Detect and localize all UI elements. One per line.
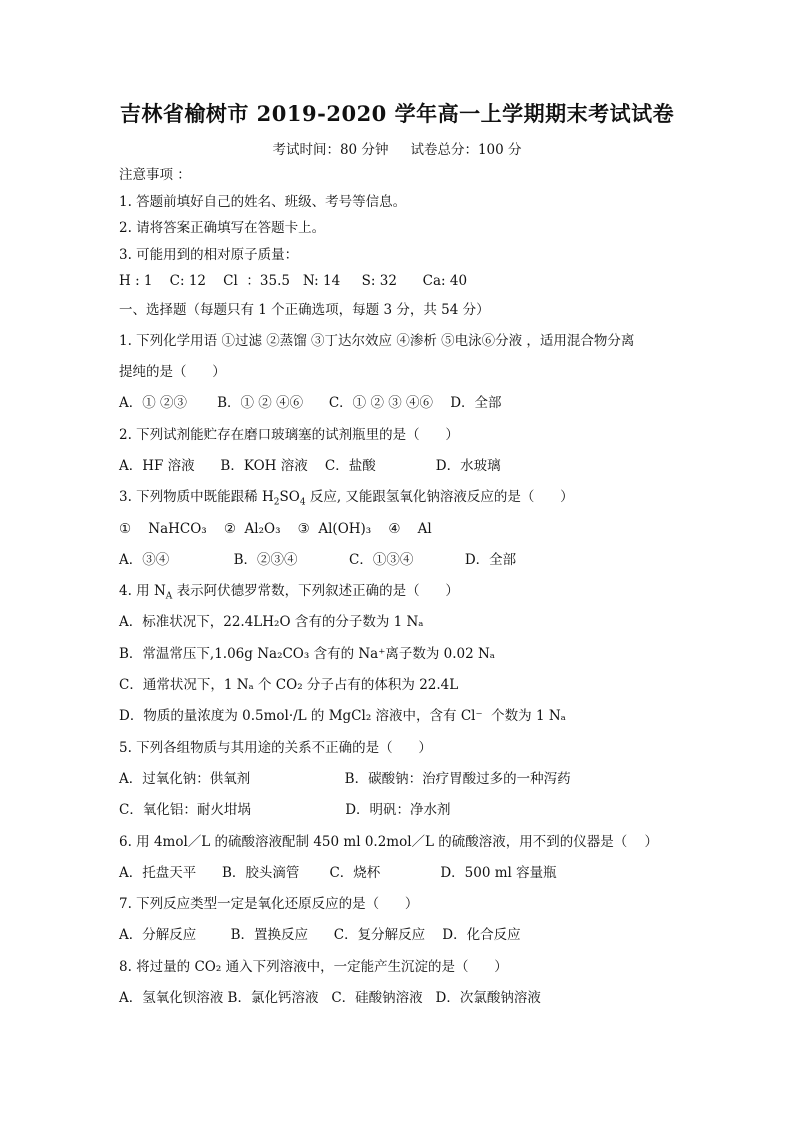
q3-sub: 4 <box>299 497 306 508</box>
question-8-options: A．氢氧化钡溶液 B．氯化钙溶液 C．硅酸钠溶液 D．次氯酸钠溶液 <box>119 990 541 1007</box>
q3-stem-part: SO <box>279 489 300 506</box>
q3-stem-part: 3. 下列物质中既能跟稀 H <box>119 489 274 506</box>
q3-stem-part: 反应, 又能跟氢氧化钠溶液反应的是（ ） <box>305 489 574 506</box>
question-5-options-cd: C．氧化铝：耐火坩埚 D．明矾：净水剂 <box>119 802 451 819</box>
question-5-stem: 5. 下列各组物质与其用途的关系不正确的是（ ） <box>119 739 432 756</box>
question-1-stem: 1. 下列化学用语 ①过滤 ②蒸馏 ③丁达尔效应 ④渗析 ⑤电泳⑥分液 ，适用混合物分离 <box>119 332 635 349</box>
question-8-stem: 8. 将过量的 CO₂ 通入下列溶液中，一定能产生沉淀的是（ ） <box>119 958 508 975</box>
q3-sub: 2 <box>273 497 280 508</box>
section-heading: 一、选择题（每题只有 1 个正确选项，每题 3 分，共 54 分） <box>119 301 490 318</box>
question-4-stem <box>119 576 719 607</box>
question-6-options: A．托盘天平 B．胶头滴管 C．烧杯 D．500 ml 容量瓶 <box>119 864 557 881</box>
question-3-items: ① NaHCO₃ ② Al₂O₃ ③ Al(OH)₃ ④ Al <box>119 520 432 537</box>
note-item: 1. 答题前填好自己的姓名、班级、考号等信息。 <box>119 193 407 210</box>
question-4-option-d: D．物质的量浓度为 0.5mol·/L 的 MgCl₂ 溶液中，含有 Cl⁻ 个数为 1 Nₐ <box>119 708 566 725</box>
question-4-option-a: A．标准状况下，22.4LH₂O 含有的分子数为 1 Nₐ <box>119 614 424 631</box>
exam-time: 考试时间：80 分钟 <box>272 142 389 158</box>
question-4-option-b: B．常温常压下,1.06g Na₂CO₃ 含有的 Na⁺离子数为 0.02 Nₐ <box>119 645 496 662</box>
atomic-masses: H : 1 C: 12 Cl ：35.5 N: 14 S: 32 Ca: 40 <box>119 273 468 289</box>
question-1-stem-cont: 提纯的是（ ） <box>119 364 226 381</box>
q4-stem-part: 表示阿伏德罗常数，下列叙述正确的是（ ） <box>172 583 459 600</box>
note-item: 2. 请将答案正确填写在答题卡上。 <box>119 220 326 236</box>
note-item: 3. 可能用到的相对原子质量： <box>119 246 299 263</box>
question-7-options: A．分解反应 B．置换反应 C．复分解反应 D．化合反应 <box>119 927 521 944</box>
question-6-stem: 6. 用 4mol／L 的硫酸溶液配制 450 ml 0.2mol／L 的硫酸溶液，用不到的仪器是（ ） <box>119 833 658 850</box>
question-2-stem: 2. 下列试剂能贮存在磨口玻璃塞的试剂瓶里的是（ ） <box>119 426 459 443</box>
exam-meta <box>0 138 794 158</box>
q4-sub: A <box>165 591 173 602</box>
question-3-stem <box>119 482 719 513</box>
exam-body <box>119 162 719 1014</box>
question-5-options-ab: A．过氧化钠：供氧剂 B．碳酸钠：治疗胃酸过多的一种泻药 <box>119 770 571 787</box>
question-7-stem: 7. 下列反应类型一定是氧化还原反应的是（ ） <box>119 896 419 913</box>
question-2-options: A．HF 溶液 B．KOH 溶液 C．盐酸 D．水玻璃 <box>119 457 501 474</box>
question-1-options: A．① ②③ B．① ② ④⑥ C．① ② ③ ④⑥ D．全部 <box>119 395 502 412</box>
question-3-options: A．③④ B．②③④ C．①③④ D．全部 <box>119 551 517 568</box>
notes-heading: 注意事项 ： <box>119 167 191 183</box>
exam-score: 试卷总分：100 分 <box>410 142 522 158</box>
page-title: 吉林省榆树市 2019-2020 学年高一上学期期末考试试卷 <box>119 101 675 126</box>
q4-stem-part: 4. 用 N <box>119 583 166 600</box>
question-4-option-c: C．通常状况下，1 Nₐ 个 CO₂ 分子占有的体积为 22.4L <box>119 677 459 694</box>
